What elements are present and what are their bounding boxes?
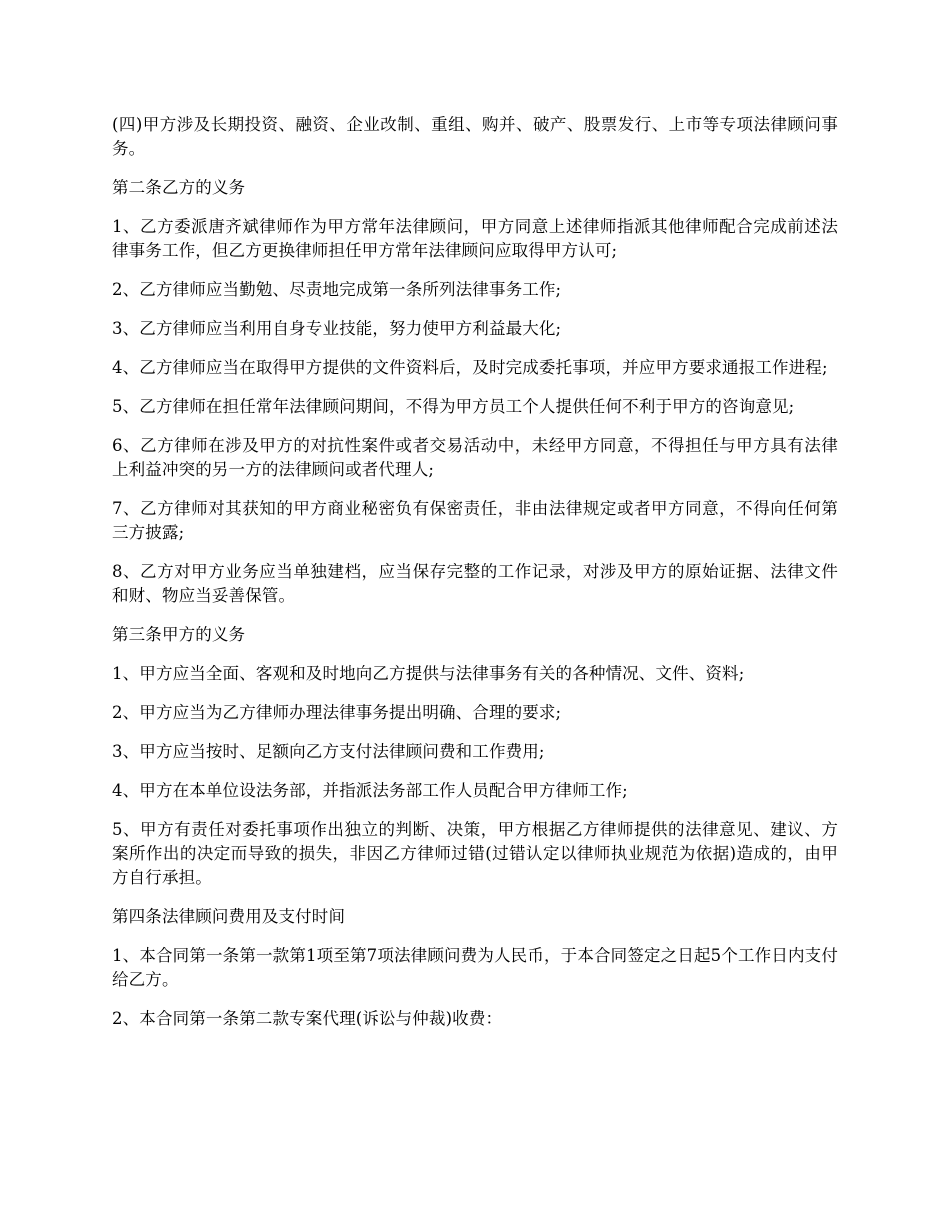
paragraph-item-4: (四)甲方涉及长期投资、融资、企业改制、重组、购并、破产、股票发行、上市等专项法律顾问事务。 bbox=[112, 115, 838, 158]
paragraph-party-a-duty-3: 3、甲方应当按时、足额向乙方支付法律顾问费和工作费用; bbox=[112, 742, 545, 761]
paragraph-party-b-duty-2: 2、乙方律师应当勤勉、尽责地完成第一条所列法律事务工作; bbox=[112, 280, 562, 299]
paragraph-party-b-duty-7: 7、乙方律师对其获知的甲方商业秘密负有保密责任，非由法律规定或者甲方同意，不得向任何第三方披露; bbox=[112, 499, 838, 542]
paragraph-party-a-duty-1: 1、甲方应当全面、客观和及时地向乙方提供与法律事务有关的各种情况、文件、资料; bbox=[112, 664, 745, 683]
paragraph-party-b-duty-3: 3、乙方律师应当利用自身专业技能，努力使甲方利益最大化; bbox=[112, 319, 562, 338]
paragraph-party-a-duty-4: 4、甲方在本单位设法务部，并指派法务部工作人员配合甲方律师工作; bbox=[112, 781, 628, 800]
section-heading-article-4: 第四条法律顾问费用及支付时间 bbox=[112, 907, 346, 926]
paragraph-party-a-duty-5: 5、甲方有责任对委托事项作出独立的判断、决策，甲方根据乙方律师提供的法律意见、建议、方案所作出的决定而导致的损失，非因乙方律师过错(过错认定以律师执业规范为依据)造成的，由甲方自行承担。 bbox=[112, 820, 838, 887]
paragraph-party-b-duty-5: 5、乙方律师在担任常年法律顾问期间，不得为甲方员工个人提供任何不利于甲方的咨询意见; bbox=[112, 397, 795, 416]
paragraph-party-b-duty-4: 4、乙方律师应当在取得甲方提供的文件资料后，及时完成委托事项，并应甲方要求通报工作进程; bbox=[112, 358, 828, 377]
section-heading-article-2: 第二条乙方的义务 bbox=[112, 178, 246, 197]
paragraph-fee-1: 1、本合同第一条第一款第1项至第7项法律顾问费为人民币，于本合同签定之日起5个工作日内支付给乙方。 bbox=[112, 946, 838, 989]
paragraph-fee-2: 2、本合同第一条第二款专案代理(诉讼与仲裁)收费： bbox=[112, 1009, 503, 1028]
paragraph-party-b-duty-1: 1、乙方委派唐齐斌律师作为甲方常年法律顾问，甲方同意上述律师指派其他律师配合完成前述法律事务工作，但乙方更换律师担任甲方常年法律顾问应取得甲方认可; bbox=[112, 217, 838, 260]
paragraph-party-b-duty-6: 6、乙方律师在涉及甲方的对抗性案件或者交易活动中，未经甲方同意，不得担任与甲方具有法律上利益冲突的另一方的法律顾问或者代理人; bbox=[112, 436, 838, 479]
section-heading-article-3: 第三条甲方的义务 bbox=[112, 625, 246, 644]
paragraph-party-b-duty-8: 8、乙方对甲方业务应当单独建档，应当保存完整的工作记录，对涉及甲方的原始证据、法律文件和财、物应当妥善保管。 bbox=[112, 562, 838, 605]
document-body bbox=[112, 113, 838, 1046]
paragraph-party-a-duty-2: 2、甲方应当为乙方律师办理法律事务提出明确、合理的要求; bbox=[112, 703, 562, 722]
